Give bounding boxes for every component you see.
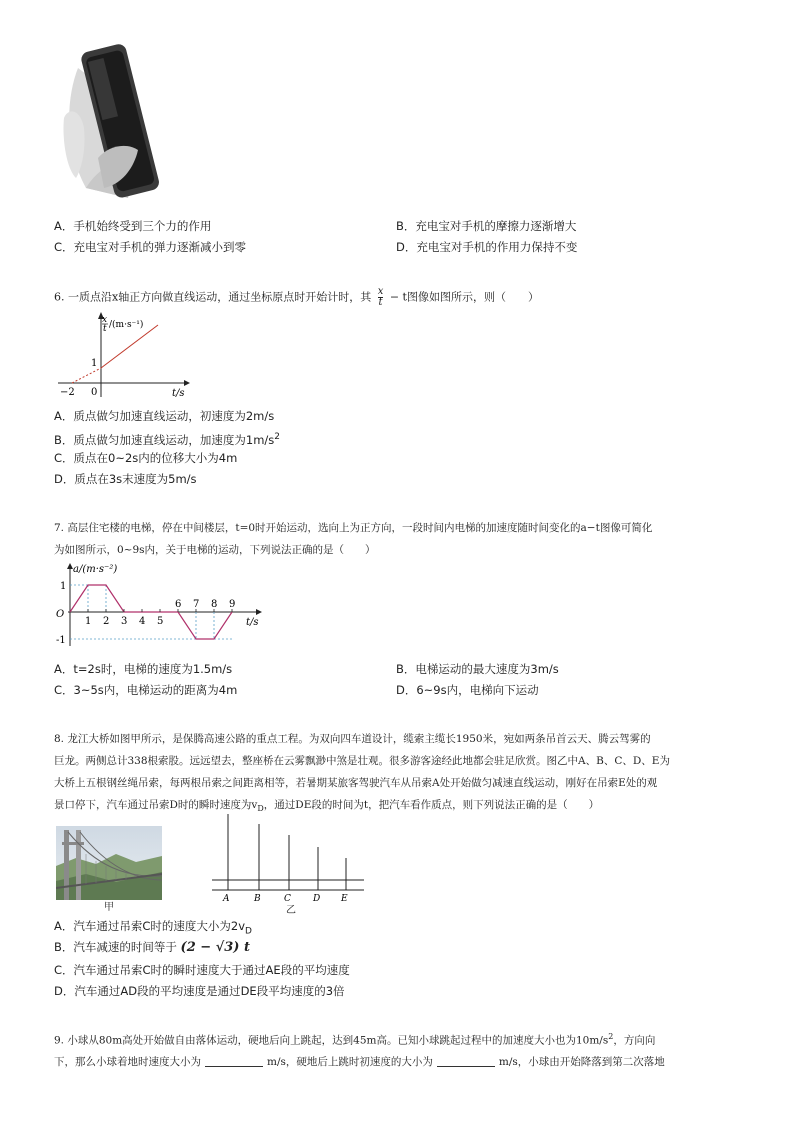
q7-y-label: a/(m·s⁻²) [73,564,118,575]
q6-stem-a: 6. 一质点沿x轴正方向做直线运动，通过坐标原点时开始计时，其 [54,290,372,304]
q6-fraction-num: x [377,286,384,297]
q7-x-tick-3: 3 [121,616,128,627]
q7-x-tick-2: 2 [103,616,110,627]
q7-x-tick-1: 1 [85,616,92,627]
q8-stem-line-4 [54,797,599,813]
q9-line-2c: m/s，小球由开始降落到第二次落地 [498,1056,665,1068]
q8-option-c: C．汽车通过吊索C时的瞬时速度大于通过AE段的平均速度 [54,963,350,977]
q5-option-b: B．充电宝对手机的摩擦力逐渐增大 [396,219,577,233]
q8-option-a [54,919,252,939]
q8-stem-4a: 景口停下，汽车通过吊索D时的瞬时速度为v [54,799,258,811]
q9-line-1 [54,1032,655,1048]
q9-blank-1[interactable] [205,1055,263,1067]
q9-line-1a: 9. 小球从80m高处开始做自由落体运动，硬地后向上跳起，达到45m高。已知小球跳起过程中的加速度大小也为10m/s [54,1034,609,1047]
q8-option-a-sub: D [245,926,252,937]
q7-x-tick-4: 4 [139,616,146,627]
q7-x-label: t/s [246,617,259,628]
q6-stem-b: − t图像如图所示，则（ ） [389,290,539,304]
q7-y-pos: 1 [60,581,67,592]
q6-fraction [378,287,384,308]
q9-line-2b: m/s，硬地后上跳时初速度的大小为 [267,1056,433,1068]
q9-line-2a: 下，那么小球着地时速度大小为 [54,1056,201,1068]
q9-line-1-sup: 2 [608,1032,614,1041]
q6-fraction-den: t [378,297,383,308]
q5-option-c: C．充电宝对手机的弹力逐渐减小到零 [54,240,247,254]
q6-option-b-sup: 2 [274,432,281,442]
q6-stem [54,287,539,308]
cable-label-b: B [254,894,261,904]
q6-y-tick: 1 [91,358,98,369]
q6-origin: 0 [91,387,98,398]
q9-line-2 [54,1054,665,1069]
q7-stem-line-1: 7. 高层住宅楼的电梯，停在中间楼层，t=0时开始运动，选向上为正方向，一段时间内电梯的加速度随时间变化的a−t图像可简化 [54,522,653,534]
fig-yi-label: 乙 [286,905,296,916]
q6-option-d: D．质点在3s末速度为5m/s [54,472,197,486]
q8-stem-line-2: 巨龙。两侧总计338根索股。远远望去，整座桥在云雾飘渺中煞是壮观。很多游客途经此地都会驻足欣赏。图乙中A、B、C、D、E为 [54,755,670,767]
q8-option-b-text: B．汽车减速的时间等于 [54,940,177,954]
q6-option-a: A．质点做匀加速直线运动，初速度为2m/s [54,409,275,423]
q6-x-tick-neg: −2 [60,387,75,398]
q9-line-1b: ，方向向 [613,1034,656,1047]
cable-label-e: E [341,894,348,904]
q6-graph [54,310,194,400]
q8-option-b [54,940,250,955]
q6-y-label-den: t [103,324,107,334]
q6-y-label-unit: /(m·s⁻¹) [109,320,144,330]
q6-option-c: C．质点在0~2s内的位移大小为4m [54,451,238,465]
q7-x-tick-5: 5 [157,616,164,627]
q7-option-a: A．t=2s时，电梯的速度为1.5m/s [54,662,233,676]
q8-stem-4b: ，通过DE段的时间为t，把汽车看作质点，则下列说法正确的是（ ） [263,799,600,811]
q7-y-neg: -1 [56,635,66,646]
q8-stem-4-sub: D [257,804,264,814]
fig-jia-label: 甲 [104,902,114,913]
q8-stem-line-1: 8. 龙江大桥如图甲所示，是保腾高速公路的重点工程。为双向四车道设计，缆索主缆长1950米，宛如两条吊首云天、腾云驾雾的 [54,733,651,745]
q9-blank-2[interactable] [437,1055,495,1067]
phone-hand-image [58,38,170,200]
cable-label-d: D [313,894,321,904]
q8-option-b-math: (2 − √3) t [180,940,250,955]
q7-option-d: D．6~9s内，电梯向下运动 [396,683,539,697]
q8-stem-line-3: 大桥上五根钢丝绳吊索，每两根吊索之间距离相等，若暑期某旅客驾驶汽车从吊索A处开始做匀减速直线运动，刚好在吊索E处的观 [54,777,658,789]
q6-y-label-num: x [102,315,108,325]
cable-label-a: A [223,894,230,904]
cable-diagram [208,812,368,904]
q7-x-tick-6: 6 [175,599,182,610]
q6-x-label: t/s [172,388,185,399]
q7-x-tick-9: 9 [229,599,236,610]
cable-label-c: C [284,894,291,904]
q7-option-b: B．电梯运动的最大速度为3m/s [396,662,559,676]
q6-option-b-text: B．质点做匀加速直线运动，加速度为1m/s [54,432,275,447]
q7-stem-line-2: 为如图所示，0~9s内，关于电梯的运动，下列说法正确的是（ ） [54,544,376,556]
q8-option-a-text: A．汽车通过吊索C时的速度大小为2v [54,919,246,933]
q5-option-a: A．手机始终受到三个力的作用 [54,219,212,233]
q7-origin: O [56,609,65,620]
q6-option-b [54,430,280,448]
q7-x-tick-7: 7 [193,599,200,610]
bridge-photo [56,826,162,900]
q5-option-d: D．充电宝对手机的作用力保持不变 [396,240,578,254]
q7-option-c: C．3~5s内，电梯运动的距离为4m [54,683,238,697]
q8-option-d: D．汽车通过AD段的平均速度是通过DE段平均速度的3倍 [54,984,345,998]
q7-x-tick-8: 8 [211,599,218,610]
q7-graph [54,560,269,650]
